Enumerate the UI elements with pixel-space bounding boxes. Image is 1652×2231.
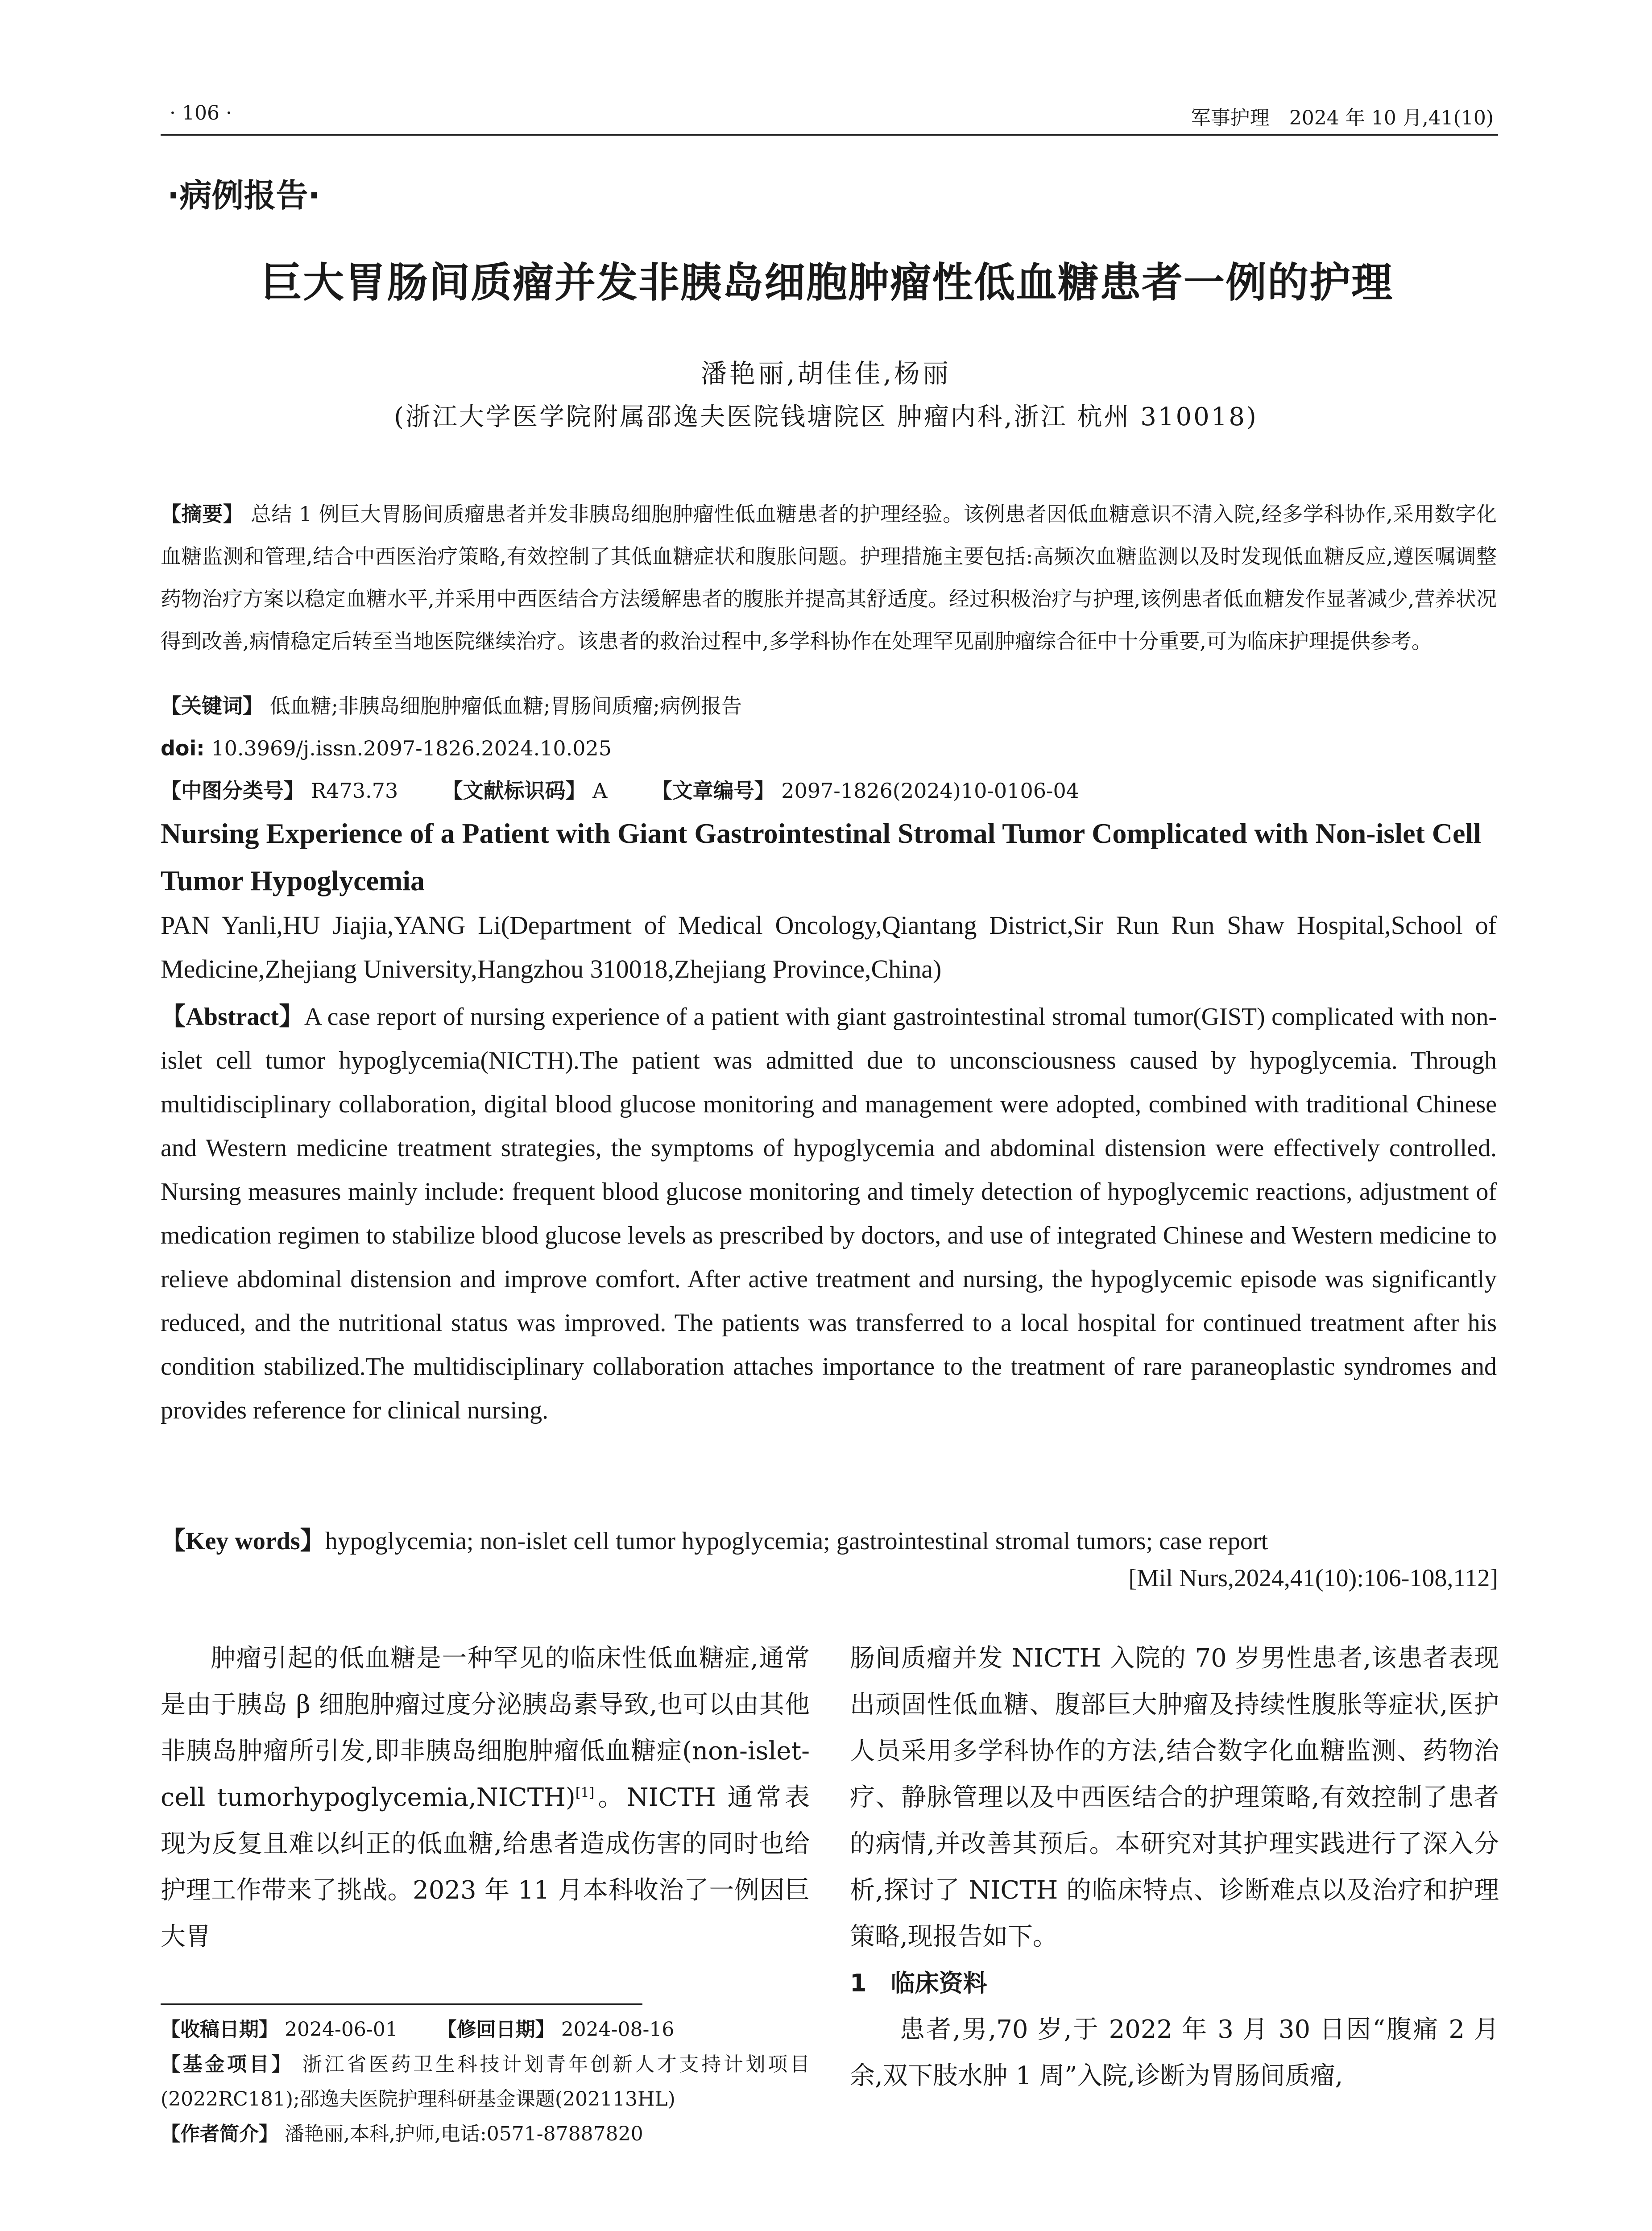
fund-line [161, 2047, 810, 2117]
dates-line [161, 2012, 810, 2047]
fund-value: 浙江省医药卫生科技计划青年创新人才支持计划项目(2022RC181);邵逸夫医院护理科研基金课题(202113HL) [161, 2053, 810, 2111]
cn-keywords-text: 低血糖;非胰岛细胞肿瘤低血糖;胃肠间质瘤;病例报告 [269, 694, 742, 718]
english-keywords [161, 1519, 1497, 1563]
author-info-value: 潘艳丽,本科,护师,电话:0571-87887820 [285, 2123, 643, 2145]
reference-marker[interactable]: [1] [575, 1785, 595, 1801]
doi-link[interactable]: 10.3969/j.issn.2097-1826.2024.10.025 [211, 736, 612, 760]
section-tag: ·病例报告· [167, 177, 320, 214]
doc-code-value: A [592, 779, 608, 803]
author-info-label: 【作者简介】 [161, 2123, 278, 2145]
cn-abstract [161, 493, 1497, 663]
section-heading-clinical-data: 1 临床资料 [850, 1969, 987, 1997]
received-label: 【收稿日期】 [161, 2018, 278, 2041]
citation: [Mil Nurs,2024,41(10):106-108,112] [1128, 1564, 1498, 1592]
revised-value: 2024-08-16 [561, 2018, 675, 2041]
revised-label: 【修回日期】 [437, 2018, 555, 2041]
english-title: Nursing Experience of a Patient with Giant Gastrointestinal Stromal Tumor Complicated with Non-islet Cell Tumor Hypoglycemia [161, 817, 1481, 896]
english-keywords-label: 【Key words】 [161, 1527, 325, 1555]
cn-keywords-label: 【关键词】 [161, 694, 263, 718]
doi-label: doi: [161, 736, 205, 760]
body-right-column [850, 1635, 1499, 2099]
cn-abstract-label: 【摘要】 [161, 502, 244, 526]
received-value: 2024-06-01 [285, 2018, 398, 2041]
intro-paragraph [161, 1635, 810, 1960]
english-keywords-text: hypoglycemia; non-islet cell tumor hypoglycemia; gastrointestinal stromal tumors; case report [325, 1527, 1268, 1555]
clc-label: 【中图分类号】 [161, 779, 304, 803]
clc-value: R473.73 [311, 779, 398, 803]
fund-label: 【基金项目】 [161, 2053, 294, 2076]
english-abstract-text: A case report of nursing experience of a patient with giant gastrointestinal stromal tumor(GIST) complicated with non-islet cell tumor hypoglycemia(NICTH).The patient was admitted due to unconsciousness caused by hypoglycemia. Through multidisciplinary collaboration, digital blood glucose monitoring and management were adopted, combined with traditional Chinese and Western medicine treatment strategies, the symptoms of hypoglycemia and abdominal distension were effectively controlled. Nursing measures mainly include: frequent blood glucose monitoring and timely detection of hypoglycemic reactions, adjustment of medication regimen to stabilize blood glucose levels as prescribed by doctors, and use of integrated Chinese and Western medicine to relieve abdominal distension and improve comfort. After active treatment and nursing, the hypoglycemic episode was significantly reduced, and the nutritional status was improved. The patients was transferred to a local hospital for continued treatment after his condition stabilized.The multidisciplinary collaboration attaches importance to the treatment of rare paraneoplastic syndromes and provides reference for clinical nursing. [161, 1003, 1497, 1424]
english-authors: PAN Yanli,HU Jiajia,YANG Li(Department of Medical Oncology,Qiantang District,Sir Run Run Shaw Hospital,School of Medicine,Zhejiang University,Hangzhou 310018,Zhejiang Province,China) [161, 911, 1497, 983]
authors: 潘艳丽,胡佳佳,杨丽 [701, 358, 951, 389]
body-left-column [161, 1635, 810, 1960]
doi [161, 727, 1497, 770]
author-info-line [161, 2117, 810, 2152]
affiliation: (浙江大学医学院附属邵逸夫医院钱塘院区 肿瘤内科,浙江 杭州 310018) [394, 402, 1258, 431]
cn-abstract-text: 总结 1 例巨大胃肠间质瘤患者并发非胰岛细胞肿瘤性低血糖患者的护理经验。该例患者因低血糖意识不清入院,经多学科协作,采用数字化血糖监测和管理,结合中西医治疗策略,有效控制了其低血糖症状和腹胀问题。护理措施主要包括:高频次血糖监测以及时发现低血糖反应,遵医嘱调整药物治疗方案以稳定血糖水平,并采用中西医结合方法缓解患者的腹胀并提高其舒适度。经过积极治疗与护理,该例患者低血糖发作显著减少,营养状况得到改善,病情稳定后转至当地医院继续治疗。该患者的救治过程中,多学科协作在处理罕见副肿瘤综合征中十分重要,可为临床护理提供参考。 [161, 502, 1497, 653]
article-number-value: 2097-1826(2024)10-0106-04 [781, 779, 1080, 803]
article-title: 巨大胃肠间质瘤并发非胰岛细胞肿瘤性低血糖患者一例的护理 [261, 259, 1393, 307]
intro-text-2: 。NICTH 通常表现为反复且难以纠正的低血糖,给患者造成伤害的同时也给护理工作带来了挑战。2023 年 11 月本科收治了一例因巨大胃 [161, 1783, 810, 1951]
english-abstract [161, 995, 1497, 1432]
running-header [161, 94, 1498, 136]
clinical-data-paragraph: 患者,男,70 岁,于 2022 年 3 月 30 日因“腹痛 2 月余,双下肢水肿 1 周”入院,诊断为胃肠间质瘤, [850, 2015, 1499, 2090]
doc-code-label: 【文献标识码】 [442, 779, 586, 803]
english-abstract-label: 【Abstract】 [161, 1003, 304, 1031]
cn-keywords [161, 685, 1497, 727]
page-number: · 106 · [170, 102, 232, 124]
classification-line [161, 770, 1497, 812]
footnotes [161, 2012, 810, 2152]
journal-info: 军事护理 2024 年 10 月,41(10) [1191, 107, 1494, 129]
intro-text-1: 肿瘤引起的低血糖是一种罕见的临床性低血糖症,通常是由于胰岛 β 细胞肿瘤过度分泌胰岛素导致,也可以由其他非胰岛肿瘤所引发,即非胰岛细胞肿瘤低血糖症(non-islet-cell tumorhypoglycemia,NICTH) [161, 1644, 810, 1812]
article-number-label: 【文章编号】 [651, 779, 775, 803]
footnote-divider [161, 2003, 642, 2005]
intro-continued: 肠间质瘤并发 NICTH 入院的 70 岁男性患者,该患者表现出顽固性低血糖、腹部巨大肿瘤及持续性腹胀等症状,医护人员采用多学科协作的方法,结合数字化血糖监测、药物治疗、静脉管理以及中西医结合的护理策略,有效控制了患者的病情,并改善其预后。本研究对其护理实践进行了深入分析,探讨了 NICTH 的临床特点、诊断难点以及治疗和护理策略,现报告如下。 [850, 1644, 1499, 1951]
